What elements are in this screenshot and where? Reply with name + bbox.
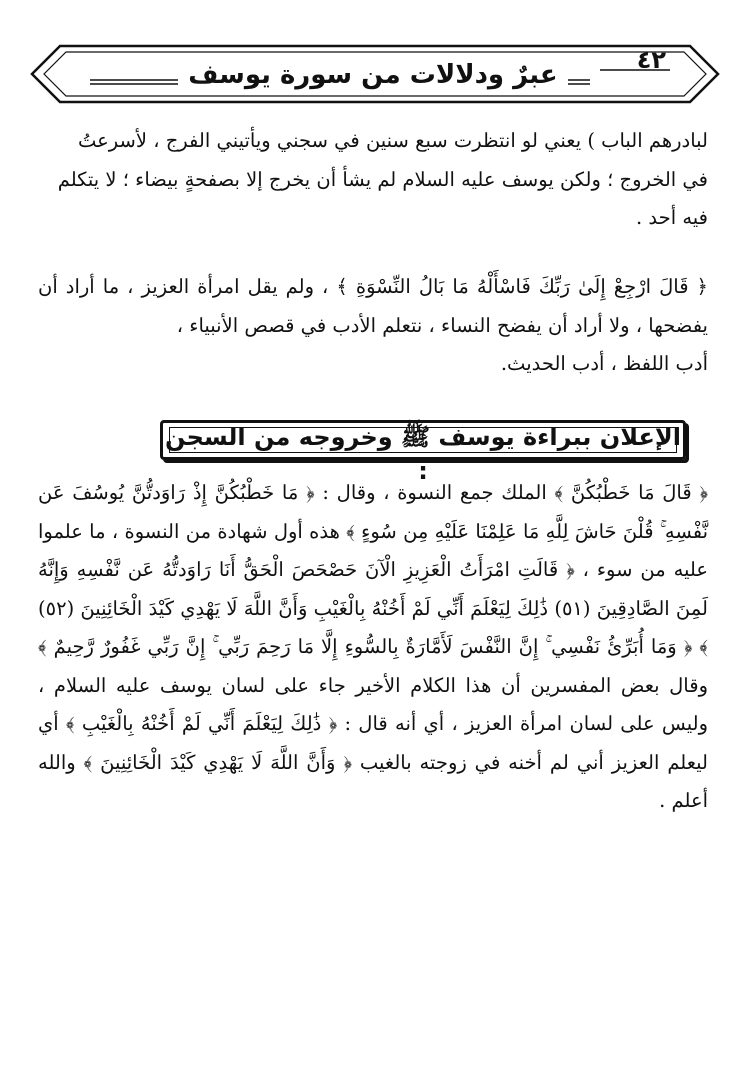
page-title-text: عبرٌ ودلالات من سورة يوسف [178,60,567,90]
quran-verse: ﴿ ذَٰلِكَ لِيَعْلَمَ أَنِّي لَمْ أَخُنْهُ بِالْغَيْبِ ﴾ [65,712,338,735]
paragraph-3-text: وقال بعض المفسرين أن هذا الكلام الأخير جاء على لسان يوسف عليه السلام ، وليس على لسان امرأة العزيز ، أي أنه قال : [38,673,708,735]
paragraph-2 [38,268,708,384]
quran-verse: ﴿ قَالَتِ امْرَأَتُ الْعَزِيزِ الْآنَ حَصْحَصَ الْحَقُّ أَنَا رَاوَدتُّهُ عَن نَّفْسِهِ وَإِنَّهُ لَمِنَ الصَّادِقِينَ (٥١) ذَٰلِكَ لِيَعْلَمَ أَنِّي لَمْ أَخُنْهُ بِالْغَيْبِ وَأَنَّ اللَّهَ لَا يَهْدِي كَيْدَ الْخَائِنِينَ (٥٢) ﴾ [38,558,708,658]
page-number: ٤٢ [636,46,666,74]
quran-verse: ﴿ قَالَ ارْجِعْ إِلَىٰ رَبِّكَ فَاسْأَلْهُ مَا بَالُ النِّسْوَةِ ﴾ [336,275,708,298]
paragraph-3-text: أي ليعلم العزيز أني لم أخنه في زوجته بالغيب [38,712,708,774]
paragraph-1-line-2: في الخروج ؛ ولكن يوسف عليه السلام لم يشأ أن يخرج إلا بصفحةٍ بيضاء ؛ لا يتكلم [57,167,708,191]
paragraph-1-line-1: لبادرهم الباب ) يعني لو انتظرت سبع سنين في سجني ويأتيني الفرج ، لأسرعتُ [78,129,708,152]
paragraph-2-text: ، ولم يقل امرأة العزيز ، ما أراد أن يفضحها ، ولا أراد أن يفضح النساء ، نتعلم الأدب في قصص الأنبياء ، [38,275,708,337]
paragraph-2-last-line: أدب اللفظ ، أدب الحديث. [500,352,708,375]
quran-verse: ﴿ وَأَنَّ اللَّهَ لَا يَهْدِي كَيْدَ الْخَائِنِينَ ﴾ [83,750,352,774]
paragraph-3-text: والله أعلم . [38,750,708,812]
quran-verse: ﴿ مَا خَطْبُكُنَّ إِذْ رَاوَدتُّنَّ يُوسُفَ عَن نَّفْسِهِ ۚ قُلْنَ حَاشَ لِلَّهِ مَا عَلِمْنَا عَلَيْهِ مِن سُوءٍ ﴾ [38,481,709,543]
paragraph-3-text: هذه أول شهادة من النسوة ، ما علموا عليه من سوء ، [38,519,709,581]
quran-verse: ﴿ قَالَ مَا خَطْبُكُنَّ ﴾ [554,481,709,504]
paragraph-3 [38,474,708,821]
paragraph-2-body [38,268,708,345]
paragraph-1-line-3: فيه أحد . [636,206,708,229]
paragraph-3-body [38,474,708,821]
section-heading: الإعلان ببراءة يوسف ﷺ وخروجه من السجن : [165,423,681,485]
quran-verse: ﴿ وَمَا أُبَرِّئُ نَفْسِي ۚ إِنَّ النَّفْسَ لَأَمَّارَةٌ بِالسُّوءِ إِلَّا مَا رَحِمَ رَبِّي ۚ إِنَّ رَبِّي غَفُورٌ رَّحِيمٌ ﴾ [38,635,700,658]
paragraph-1 [38,122,708,238]
paragraph-3-text: الملك جمع النسوة ، وقال : [314,481,555,504]
page-title [0,60,746,90]
